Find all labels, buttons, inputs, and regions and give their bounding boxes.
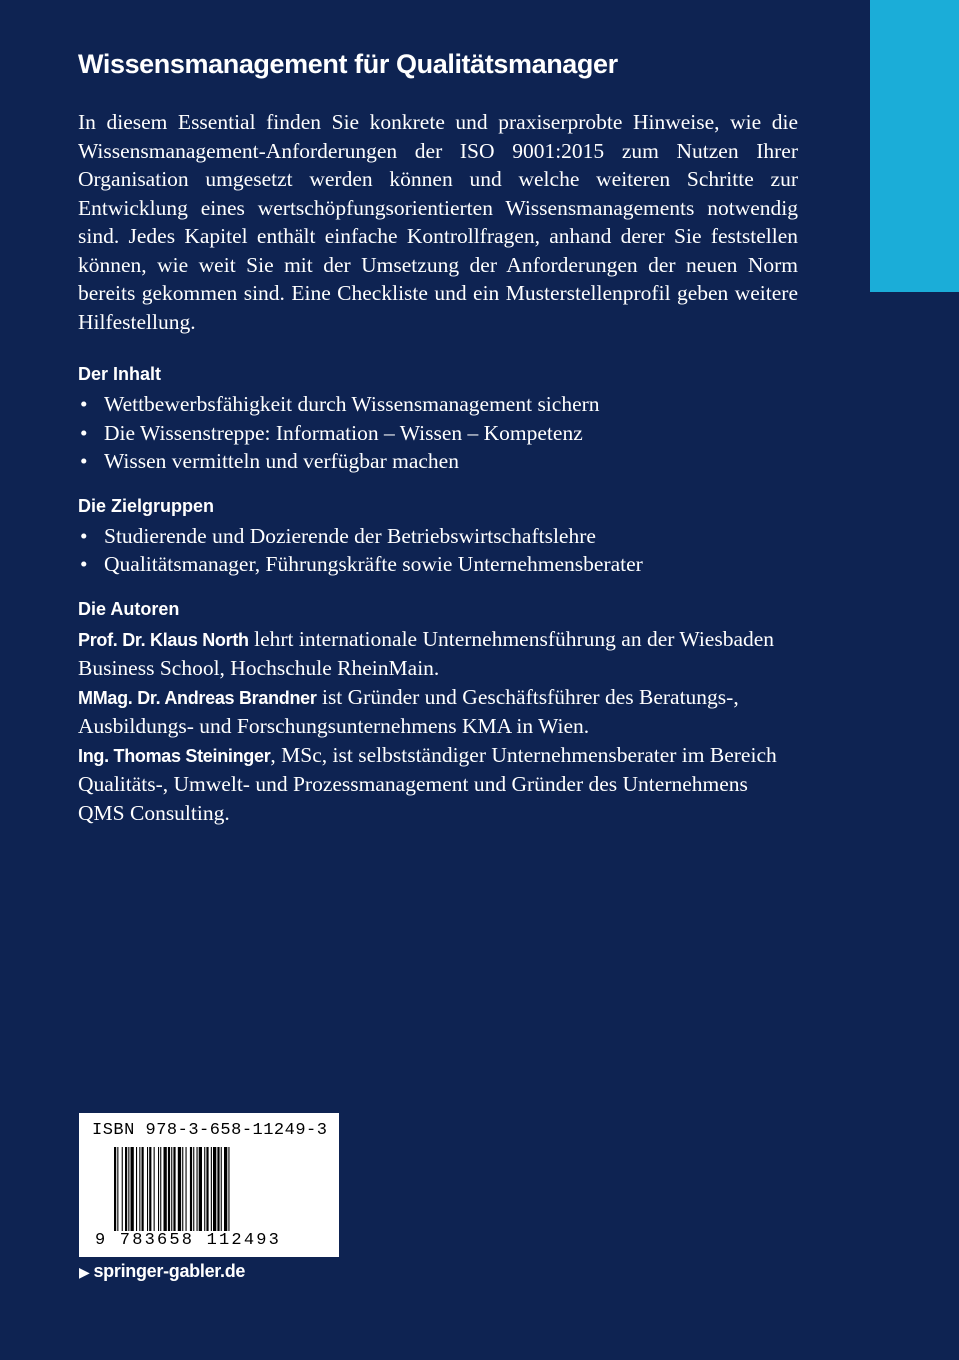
inhalt-list — [78, 390, 798, 476]
barcode-bars — [114, 1147, 324, 1239]
list-item: • Wettbewerbsfähigkeit durch Wissensmanagement sichern — [78, 390, 798, 419]
bullet-icon: • — [80, 392, 88, 416]
barcode-bar — [149, 1147, 151, 1239]
back-cover-content — [78, 44, 798, 827]
author-name: MMag. Dr. Andreas Brandner — [78, 687, 317, 708]
ean-digits: 9 783658 112493 — [95, 1231, 282, 1250]
website-label: springer-gabler.de — [93, 1261, 246, 1281]
barcode-bar — [164, 1147, 167, 1239]
barcode-bar — [199, 1147, 202, 1239]
inhalt-heading: Der Inhalt — [78, 364, 162, 384]
barcode-bar — [131, 1147, 134, 1239]
barcode-bar — [173, 1147, 175, 1239]
bullet-icon: • — [80, 523, 88, 548]
bullet-icon: • — [80, 449, 88, 473]
author-entry — [78, 683, 798, 741]
barcode-bar — [125, 1147, 127, 1239]
list-item: • Wissen vermitteln und verfügbar machen — [78, 447, 798, 476]
barcode-bar — [147, 1147, 148, 1239]
book-title: Wissensmanagement für Qualitätsmanager — [78, 49, 618, 79]
barcode-bar — [224, 1147, 227, 1239]
barcode-bar — [171, 1147, 172, 1239]
barcode-bar — [182, 1147, 183, 1239]
list-item: • Die Wissenstreppe: Information – Wissen – Kompetenz — [78, 419, 798, 448]
barcode-bar — [206, 1147, 208, 1239]
barcode-bar — [221, 1147, 222, 1239]
intro-paragraph: In diesem Essential finden Sie konkrete und praxiserprobte Hinweise, wie die Wissensmanagement-Anforderungen der ISO 9001:2015 zum Nutzen Ihrer Organisation umgesetzt werden können und welche weiteren Schritte zur Entwicklung eines wertschöpfungsorientierten Wissensmanagements notwendig sind. Jedes Kapitel enthält einfache Kontrollfragen, anhand derer Sie feststellen können, wie weit Sie mit der Umsetzung der Anforderungen der neuen Norm bereits gekommen sind. Eine Checkliste und ein Musterstellenprofil geben weitere Hilfestellung. — [78, 110, 798, 334]
author-entry — [78, 625, 798, 683]
barcode-bar — [186, 1147, 187, 1239]
barcode-bar — [117, 1147, 118, 1239]
barcode-bar — [228, 1147, 229, 1239]
publisher-website-link[interactable] — [79, 1261, 245, 1282]
barcode-bar — [128, 1147, 129, 1239]
author-entry — [78, 741, 798, 828]
barcode-bar — [160, 1147, 161, 1239]
isbn-label: ISBN 978-3-658-11249-3 — [92, 1121, 328, 1140]
barcode-bar — [136, 1147, 137, 1239]
barcode-bar — [139, 1147, 140, 1239]
zielgruppen-heading: Die Zielgruppen — [78, 495, 215, 516]
isbn-barcode — [79, 1113, 339, 1257]
list-item: • Qualitätsmanager, Führungskräfte sowie Unternehmensberater — [78, 550, 798, 579]
barcode-bar — [190, 1147, 192, 1239]
barcode-bar — [154, 1147, 155, 1239]
bullet-icon: • — [80, 420, 88, 445]
barcode-bar — [211, 1147, 212, 1239]
barcode-bar — [193, 1147, 194, 1239]
author-bio: lehrt internationale Unternehmensführung an der Wiesbaden Business School, Hochschule RheinMain. — [78, 626, 775, 680]
author-name: Prof. Dr. Klaus North — [78, 629, 249, 650]
barcode-bar — [204, 1147, 205, 1239]
barcode-bar — [197, 1147, 198, 1239]
author-bio: , MSc, ist selbstständiger Unternehmensberater im Bereich Qualitäts-, Umwelt- und Prozessmanagement und Gründer des Unternehmens QMS Consulting. — [78, 742, 777, 825]
autoren-heading: Die Autoren — [78, 598, 180, 619]
play-arrow-icon: ▶ — [79, 1264, 90, 1280]
bullet-icon: • — [80, 552, 88, 576]
barcode-bar — [213, 1147, 216, 1239]
author-name: Ing. Thomas Steininger — [78, 745, 271, 766]
barcode-bar — [114, 1147, 116, 1239]
barcode-bar — [178, 1147, 181, 1239]
barcode-bar — [122, 1147, 123, 1239]
author-bio: ist Gründer und Geschäftsführer des Beratungs-, Ausbildungs- und Forschungsunternehmens KMA in Wien. — [78, 684, 739, 738]
barcode-bar — [142, 1147, 144, 1239]
list-item: • Studierende und Dozierende der Betriebswirtschaftslehre — [78, 522, 798, 551]
accent-bar — [870, 0, 959, 292]
barcode-bar — [158, 1147, 159, 1239]
zielgruppen-list — [78, 522, 798, 579]
barcode-bar — [168, 1147, 170, 1239]
barcode-bar — [217, 1147, 219, 1239]
